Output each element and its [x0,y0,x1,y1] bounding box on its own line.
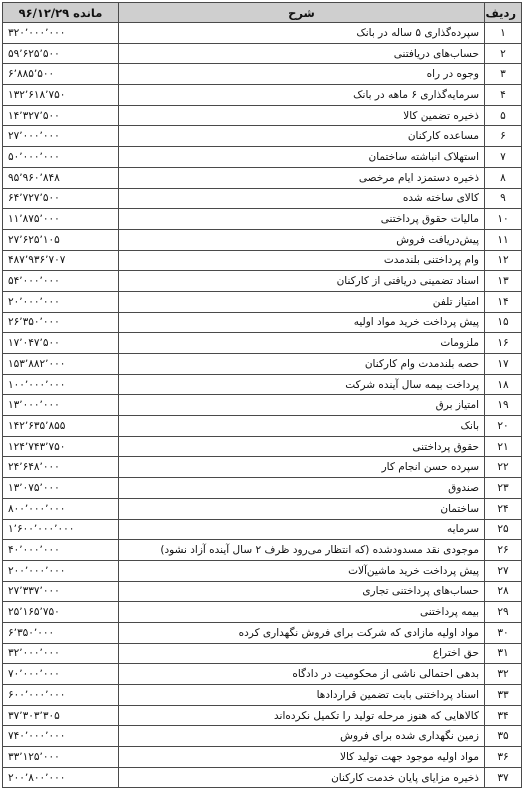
table-row [3,416,522,437]
row-number-cell: ۸ [485,167,522,188]
row-number-cell: ۱۷ [485,354,522,375]
description-cell: اسناد پرداختنی بابت تضمین قراردادها [119,685,485,706]
row-number-cell: ۵ [485,105,522,126]
table-row [3,560,522,581]
row-number-cell: ۹ [485,188,522,209]
table-row [3,209,522,230]
row-number-cell: ۱۵ [485,312,522,333]
table-row [3,250,522,271]
table-row [3,436,522,457]
table-row [3,354,522,375]
row-number-cell: ۳۱ [485,643,522,664]
balance-cell: ۱۳٬۰۰۰٬۰۰۰ [3,395,119,416]
balance-cell: ۱۴۲٬۶۳۵٬۸۵۵ [3,416,119,437]
description-cell: ذخیره دستمزد ایام مرخصی [119,167,485,188]
balance-cell: ۲۰۰٬۸۰۰٬۰۰۰ [3,767,119,788]
table-row [3,271,522,292]
description-cell: سپرده حسن انجام کار [119,457,485,478]
table-row [3,374,522,395]
row-number-cell: ۲۹ [485,602,522,623]
row-number-cell: ۳۷ [485,767,522,788]
description-cell: پیش‌دریافت فروش [119,229,485,250]
row-number-cell: ۳۶ [485,747,522,768]
description-cell: بدهی احتمالی ناشی از محکومیت در دادگاه [119,664,485,685]
table-row [3,767,522,788]
description-cell: حصه بلندمدت وام کارکنان [119,354,485,375]
table-row [3,664,522,685]
balance-cell: ۵۴٬۰۰۰٬۰۰۰ [3,271,119,292]
table-row [3,622,522,643]
row-number-cell: ۱ [485,23,522,44]
row-number-cell: ۲۶ [485,540,522,561]
description-cell: اسناد تضمینی دریافتی از کارکنان [119,271,485,292]
balance-cell: ۲۰٬۰۰۰٬۰۰۰ [3,291,119,312]
table-row [3,705,522,726]
description-cell: ذخیره مزایای پایان خدمت کارکنان [119,767,485,788]
row-number-cell: ۱۴ [485,291,522,312]
balance-cell: ۱۰۰٬۰۰۰٬۰۰۰ [3,374,119,395]
header-row [3,3,522,23]
row-number-cell: ۷ [485,147,522,168]
balance-cell: ۱۲۴٬۷۴۳٬۷۵۰ [3,436,119,457]
table-row [3,685,522,706]
description-cell: پرداخت بیمه سال آینده شرکت [119,374,485,395]
table-row [3,43,522,64]
description-cell: وام پرداختنی بلندمدت [119,250,485,271]
row-number-cell: ۴ [485,85,522,106]
balance-cell: ۲۷٬۶۲۵٬۱۰۵ [3,229,119,250]
row-number-cell: ۲۵ [485,519,522,540]
balance-cell: ۶۰۰٬۰۰۰٬۰۰۰ [3,685,119,706]
table-row [3,23,522,44]
description-cell: ملزومات [119,333,485,354]
description-cell: زمین نگهداری شده برای فروش [119,726,485,747]
row-number-cell: ۳۰ [485,622,522,643]
row-number-cell: ۳۲ [485,664,522,685]
balance-cell: ۶۴٬۷۲۷٬۵۰۰ [3,188,119,209]
balance-cell: ۱۷٬۰۴۷٬۵۰۰ [3,333,119,354]
description-cell: حق اختراع [119,643,485,664]
table-row [3,519,522,540]
table-row [3,643,522,664]
table-row [3,747,522,768]
table-row [3,498,522,519]
balance-cell: ۱٬۶۰۰٬۰۰۰٬۰۰۰ [3,519,119,540]
table-row [3,581,522,602]
row-number-cell: ۶ [485,126,522,147]
balance-cell: ۳۲۰٬۰۰۰٬۰۰۰ [3,23,119,44]
description-cell: پیش پرداخت خرید مواد اولیه [119,312,485,333]
description-cell: سرمایه‌گذاری ۶ ماهه در بانک [119,85,485,106]
row-number-cell: ۲ [485,43,522,64]
row-number-cell: ۲۷ [485,560,522,581]
row-number-cell: ۳۴ [485,705,522,726]
row-number-cell: ۲۲ [485,457,522,478]
balance-cell: ۴۰٬۰۰۰٬۰۰۰ [3,540,119,561]
row-number-cell: ۱۸ [485,374,522,395]
description-cell: موجودی نقد مسدودشده (که انتظار می‌رود ظرف ۲ سال آینده آزاد نشود) [119,540,485,561]
description-cell: حساب‌های دریافتنی [119,43,485,64]
balance-cell: ۸۰۰٬۰۰۰٬۰۰۰ [3,498,119,519]
balance-cell: ۱۴٬۳۲۷٬۵۰۰ [3,105,119,126]
description-cell: بانک [119,416,485,437]
table-row [3,726,522,747]
ledger-body [3,23,522,788]
table-row [3,457,522,478]
row-number-cell: ۲۸ [485,581,522,602]
balance-cell: ۲۶٬۳۵۰٬۰۰۰ [3,312,119,333]
description-cell: مواد اولیه موجود جهت تولید کالا [119,747,485,768]
header-description: شرح [119,3,485,23]
table-row [3,64,522,85]
description-cell: پیش پرداخت خرید ماشین‌آلات [119,560,485,581]
description-cell: کالای ساخته شده [119,188,485,209]
balance-cell: ۷۰٬۰۰۰٬۰۰۰ [3,664,119,685]
row-number-cell: ۱۲ [485,250,522,271]
table-row [3,126,522,147]
balance-cell: ۶٬۸۸۵٬۵۰۰ [3,64,119,85]
row-number-cell: ۲۰ [485,416,522,437]
account-balance-sheet [2,2,521,797]
table-row [3,291,522,312]
table-row [3,147,522,168]
row-number-cell: ۱۹ [485,395,522,416]
description-cell: سرمایه [119,519,485,540]
description-cell: مواد اولیه مازادی که شرکت برای فروش نگهداری کرده [119,622,485,643]
row-number-cell: ۳ [485,64,522,85]
table-row [3,602,522,623]
balance-cell: ۱۵۳٬۸۸۲٬۰۰۰ [3,354,119,375]
description-cell: امتیاز برق [119,395,485,416]
balance-cell: ۱۱٬۸۷۵٬۰۰۰ [3,209,119,230]
table-row [3,540,522,561]
row-number-cell: ۱۱ [485,229,522,250]
row-number-cell: ۱۶ [485,333,522,354]
balance-cell: ۳۷٬۳۰۳٬۳۰۵ [3,705,119,726]
balance-cell: ۲۵٬۱۶۵٬۷۵۰ [3,602,119,623]
row-number-cell: ۳۳ [485,685,522,706]
balance-cell: ۶٬۳۵۰٬۰۰۰ [3,622,119,643]
row-number-cell: ۲۱ [485,436,522,457]
balance-cell: ۹۵٬۹۶۰٬۸۴۸ [3,167,119,188]
ledger-table [2,2,522,788]
balance-cell: ۲۰۰٬۰۰۰٬۰۰۰ [3,560,119,581]
table-row [3,312,522,333]
balance-cell: ۵۰٬۰۰۰٬۰۰۰ [3,147,119,168]
balance-cell: ۳۲٬۰۰۰٬۰۰۰ [3,643,119,664]
balance-cell: ۲۴٬۶۴۸٬۰۰۰ [3,457,119,478]
row-number-cell: ۲۴ [485,498,522,519]
row-number-cell: ۱۳ [485,271,522,292]
balance-cell: ۲۷٬۰۰۰٬۰۰۰ [3,126,119,147]
table-row [3,333,522,354]
description-cell: مالیات حقوق پرداختنی [119,209,485,230]
table-row [3,395,522,416]
table-row [3,105,522,126]
table-row [3,229,522,250]
description-cell: حقوق پرداختنی [119,436,485,457]
description-cell: صندوق [119,478,485,499]
description-cell: سپرده‌گذاری ۵ ساله در بانک [119,23,485,44]
balance-cell: ۷۴۰٬۰۰۰٬۰۰۰ [3,726,119,747]
balance-cell: ۵۹٬۶۲۵٬۵۰۰ [3,43,119,64]
description-cell: کالاهایی که هنوز مرحله تولید را تکمیل نکرده‌اند [119,705,485,726]
balance-cell: ۱۳٬۰۷۵٬۰۰۰ [3,478,119,499]
table-row [3,167,522,188]
description-cell: بیمه پرداختنی [119,602,485,623]
balance-cell: ۴۸۷٬۹۳۶٬۷۰۷ [3,250,119,271]
header-balance: مانده ۹۶/۱۲/۲۹ [3,3,119,23]
description-cell: مساعده کارکنان [119,126,485,147]
table-row [3,85,522,106]
description-cell: حساب‌های پرداختنی تجاری [119,581,485,602]
balance-cell: ۳۳٬۱۲۵٬۰۰۰ [3,747,119,768]
table-row [3,188,522,209]
description-cell: وجوه در راه [119,64,485,85]
description-cell: ساختمان [119,498,485,519]
row-number-cell: ۳۵ [485,726,522,747]
balance-cell: ۱۳۲٬۶۱۸٬۷۵۰ [3,85,119,106]
description-cell: ذخیره تضمین کالا [119,105,485,126]
header-row-number: ردیف [485,3,522,23]
table-row [3,478,522,499]
description-cell: استهلاک انباشته ساختمان [119,147,485,168]
row-number-cell: ۲۳ [485,478,522,499]
balance-cell: ۲۷٬۳۳۷٬۰۰۰ [3,581,119,602]
description-cell: امتیاز تلفن [119,291,485,312]
row-number-cell: ۱۰ [485,209,522,230]
